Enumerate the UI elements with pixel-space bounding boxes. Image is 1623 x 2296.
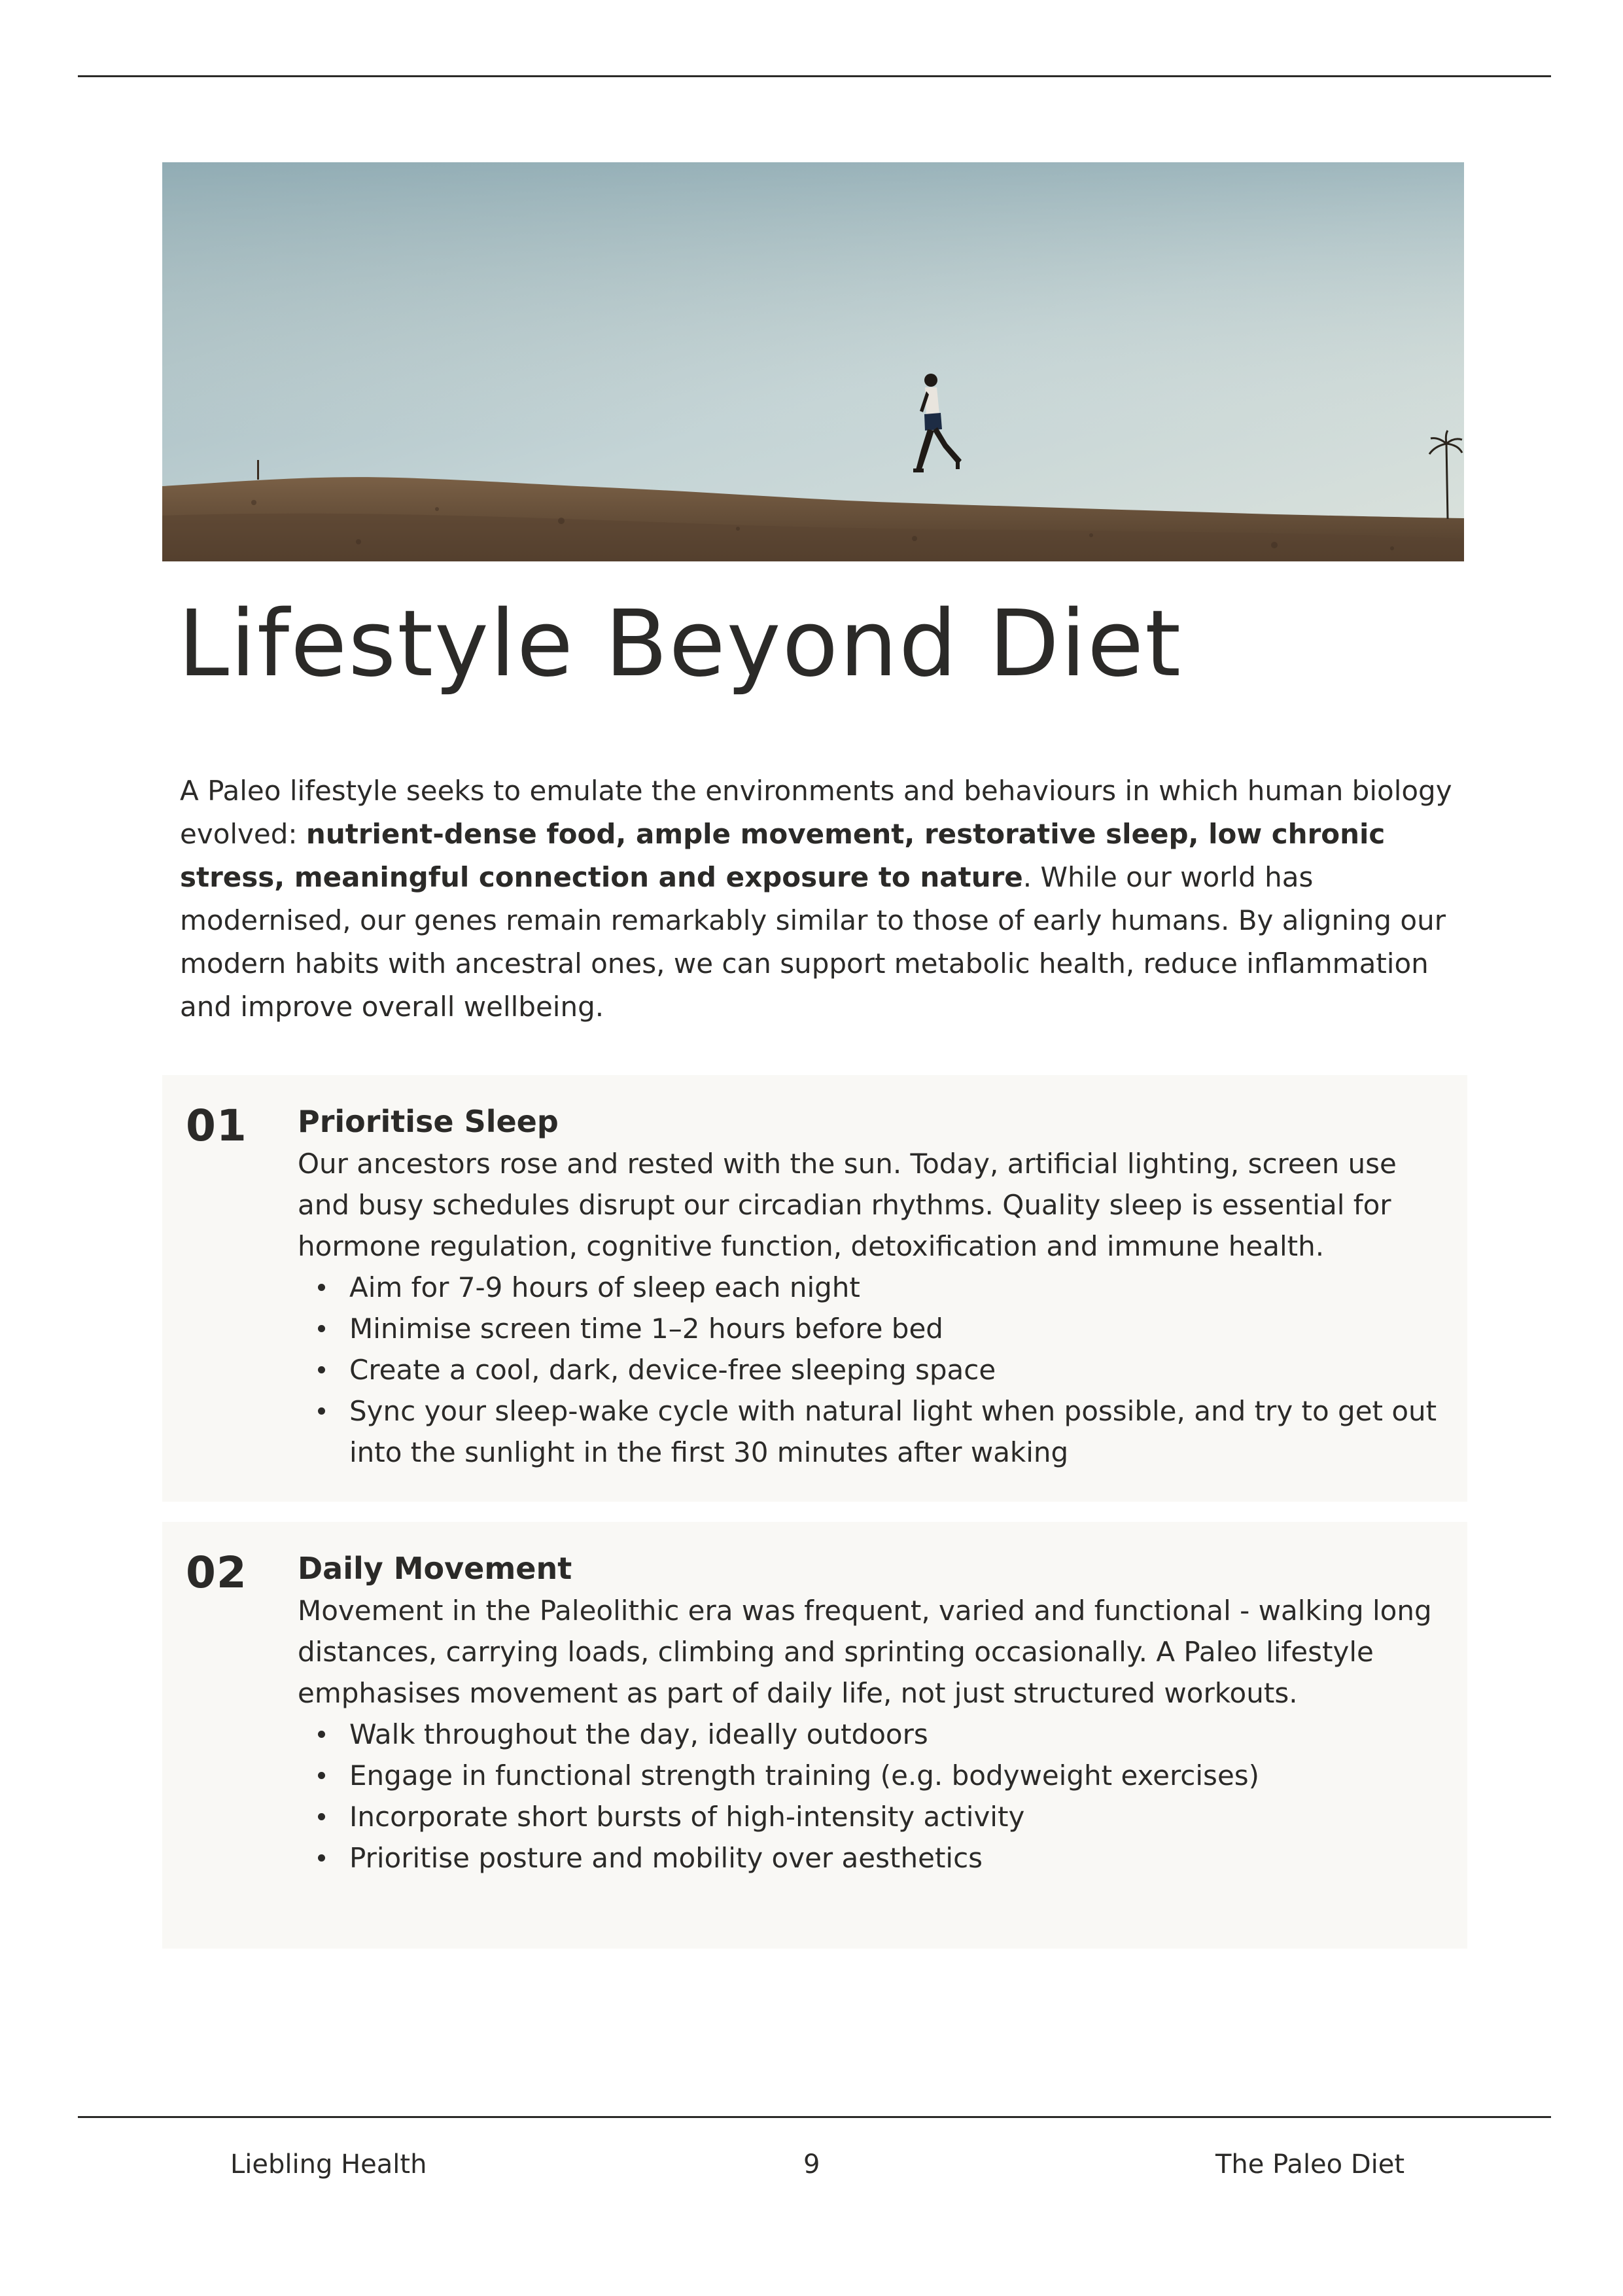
- header-rule: [78, 75, 1551, 77]
- page-number: 9: [803, 2149, 820, 2180]
- list-item: Incorporate short bursts of high-intensity activity: [349, 1796, 1449, 1837]
- section-card-movement: [162, 1522, 1467, 1949]
- section-number: 02: [186, 1547, 247, 1598]
- intro-lead: A Paleo lifestyle seeks to emulate the environments and behaviours in which human biology evolved:: [180, 775, 1452, 850]
- section-card-sleep: [162, 1075, 1467, 1502]
- list-item: Prioritise posture and mobility over aesthetics: [349, 1837, 1449, 1879]
- section-body: [298, 1100, 1449, 1473]
- list-item: Minimise screen time 1–2 hours before bed: [349, 1308, 1449, 1349]
- runner-photo: [162, 162, 1464, 561]
- bullet-list: [298, 1714, 1449, 1879]
- footer-brand: Liebling Health: [230, 2149, 427, 2180]
- intro-paragraph: [180, 769, 1462, 1029]
- hero-image: [162, 162, 1464, 561]
- footer-rule: [78, 2116, 1551, 2118]
- list-item: Engage in functional strength training (e.g. bodyweight exercises): [349, 1755, 1449, 1796]
- section-body: [298, 1547, 1449, 1879]
- section-heading: Daily Movement: [298, 1551, 572, 1586]
- section-text: Our ancestors rose and rested with the sun. Today, artificial lighting, screen use and busy schedules disrupt our circadian rhythms. Quality sleep is essential for hormone regulation, cognitive function, detoxification and immune health.: [298, 1148, 1397, 1262]
- intro-bold: nutrient-dense food, ample movement, restorative sleep, low chronic stress, meaningful connection and exposure to nature: [180, 818, 1386, 893]
- footer-document-title: The Paleo Diet: [1215, 2149, 1405, 2180]
- list-item: Aim for 7-9 hours of sleep each night: [349, 1267, 1449, 1308]
- section-heading: Prioritise Sleep: [298, 1104, 559, 1139]
- list-item: Create a cool, dark, device-free sleeping space: [349, 1349, 1449, 1390]
- section-text: Movement in the Paleolithic era was frequent, varied and functional - walking long distances, carrying loads, climbing and sprinting occasionally. A Paleo lifestyle emphasises movement as part of daily life, not just structured workouts.: [298, 1595, 1432, 1709]
- list-item: Walk throughout the day, ideally outdoors: [349, 1714, 1449, 1755]
- bullet-list: [298, 1267, 1449, 1473]
- intro-tail: . While our world has modernised, our genes remain remarkably similar to those of early humans. By aligning our modern habits with ancestral ones, we can support metabolic health, reduce inflammation and improve overall wellbeing.: [180, 861, 1446, 1023]
- section-number: 01: [186, 1101, 247, 1151]
- list-item: Sync your sleep-wake cycle with natural light when possible, and try to get out into the sunlight in the first 30 minutes after waking: [349, 1390, 1449, 1473]
- page-title: Lifestyle Beyond Diet: [178, 591, 1183, 698]
